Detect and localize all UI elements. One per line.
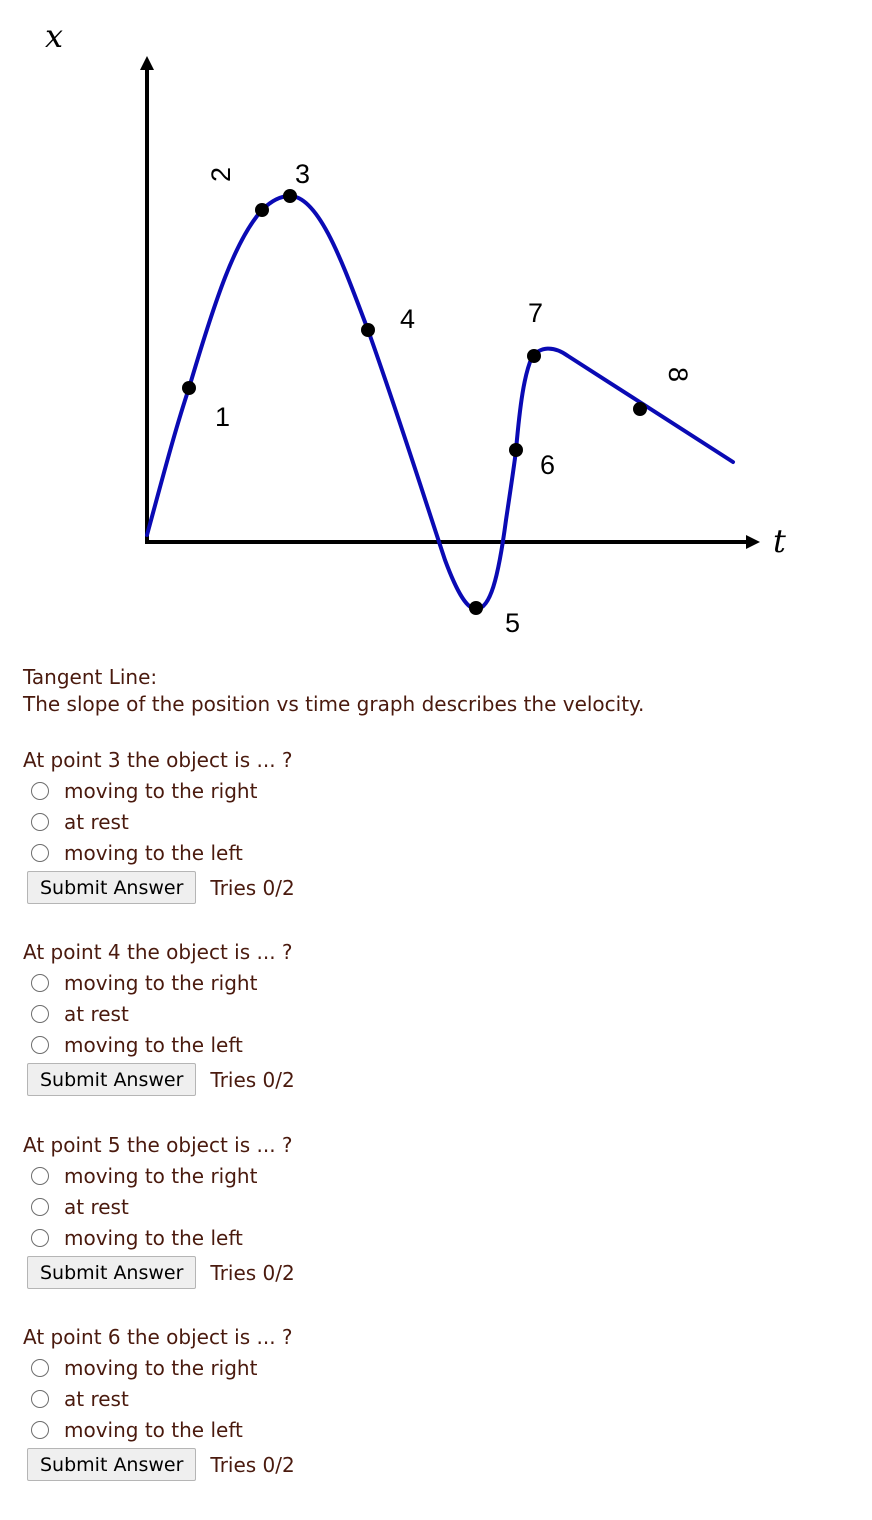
option-at-rest[interactable] [23,998,623,1029]
submit-answer-button[interactable]: Submit Answer [27,1063,196,1096]
option-moving-left[interactable] [23,1222,623,1253]
point-8-marker [633,402,647,416]
tries-counter: Tries 0/2 [210,875,295,900]
question-prompt: At point 6 the object is ... ? [23,1325,293,1349]
option-at-rest[interactable] [23,806,623,837]
question-point-6 [23,1322,623,1481]
point-2-marker [255,203,269,217]
position-curve [147,196,733,609]
option-label: at rest [64,1194,129,1219]
radio-button[interactable] [31,782,49,800]
tries-counter: Tries 0/2 [210,1260,295,1285]
point-6-marker [509,443,523,457]
question-prompt: At point 3 the object is ... ? [23,748,293,772]
x-axis-label: t [773,522,786,560]
submit-answer-button[interactable]: Submit Answer [27,1448,196,1481]
point-4-marker [361,323,375,337]
option-moving-right[interactable] [23,775,623,806]
option-moving-left[interactable] [23,837,623,868]
point-label-5: 5 [505,608,521,638]
radio-button[interactable] [31,974,49,992]
position-time-graph [0,0,872,650]
submit-answer-button[interactable]: Submit Answer [27,1256,196,1289]
tries-counter: Tries 0/2 [210,1452,295,1477]
y-axis-label: x [45,17,64,55]
t-axis-arrowhead [746,535,760,549]
point-label-3: 3 [295,159,311,189]
point-label-7: 7 [528,298,544,328]
option-moving-right[interactable] [23,1160,623,1191]
radio-button[interactable] [31,1421,49,1439]
option-label: moving to the right [64,778,258,803]
point-label-2: 2 [206,166,236,182]
curve-points [182,189,647,615]
point-5-marker [469,601,483,615]
question-prompt: At point 5 the object is ... ? [23,1133,293,1157]
point-1-marker [182,381,196,395]
radio-button[interactable] [31,1005,49,1023]
option-at-rest[interactable] [23,1191,623,1222]
radio-button[interactable] [31,1390,49,1408]
option-label: moving to the right [64,1355,258,1380]
option-label: at rest [64,1386,129,1411]
option-label: moving to the left [64,1225,243,1250]
point-label-6: 6 [540,450,556,480]
option-label: moving to the left [64,1417,243,1442]
option-moving-right[interactable] [23,1352,623,1383]
question-point-4 [23,937,623,1096]
question-point-5 [23,1130,623,1289]
option-label: at rest [64,809,129,834]
radio-button[interactable] [31,813,49,831]
option-moving-right[interactable] [23,967,623,998]
question-prompt: At point 4 the object is ... ? [23,940,293,964]
point-7-marker [527,349,541,363]
radio-button[interactable] [31,1198,49,1216]
intro-section [23,664,644,718]
option-label: moving to the left [64,840,243,865]
option-moving-left[interactable] [23,1414,623,1445]
radio-button[interactable] [31,1167,49,1185]
radio-button[interactable] [31,1229,49,1247]
radio-button[interactable] [31,1359,49,1377]
option-label: moving to the right [64,1163,258,1188]
intro-text: The slope of the position vs time graph describes the velocity. [23,692,645,716]
intro-title: Tangent Line: [23,665,158,689]
point-label-4: 4 [400,304,416,334]
point-label-8: 8 [663,367,693,383]
y-axis-arrowhead [140,56,154,70]
option-moving-left[interactable] [23,1029,623,1060]
option-at-rest[interactable] [23,1383,623,1414]
option-label: moving to the right [64,970,258,995]
point-3-marker [283,189,297,203]
option-label: at rest [64,1001,129,1026]
radio-button[interactable] [31,1036,49,1054]
submit-answer-button[interactable]: Submit Answer [27,871,196,904]
question-point-3 [23,745,623,904]
option-label: moving to the left [64,1032,243,1057]
point-label-1: 1 [215,402,231,432]
radio-button[interactable] [31,844,49,862]
tries-counter: Tries 0/2 [210,1067,295,1092]
